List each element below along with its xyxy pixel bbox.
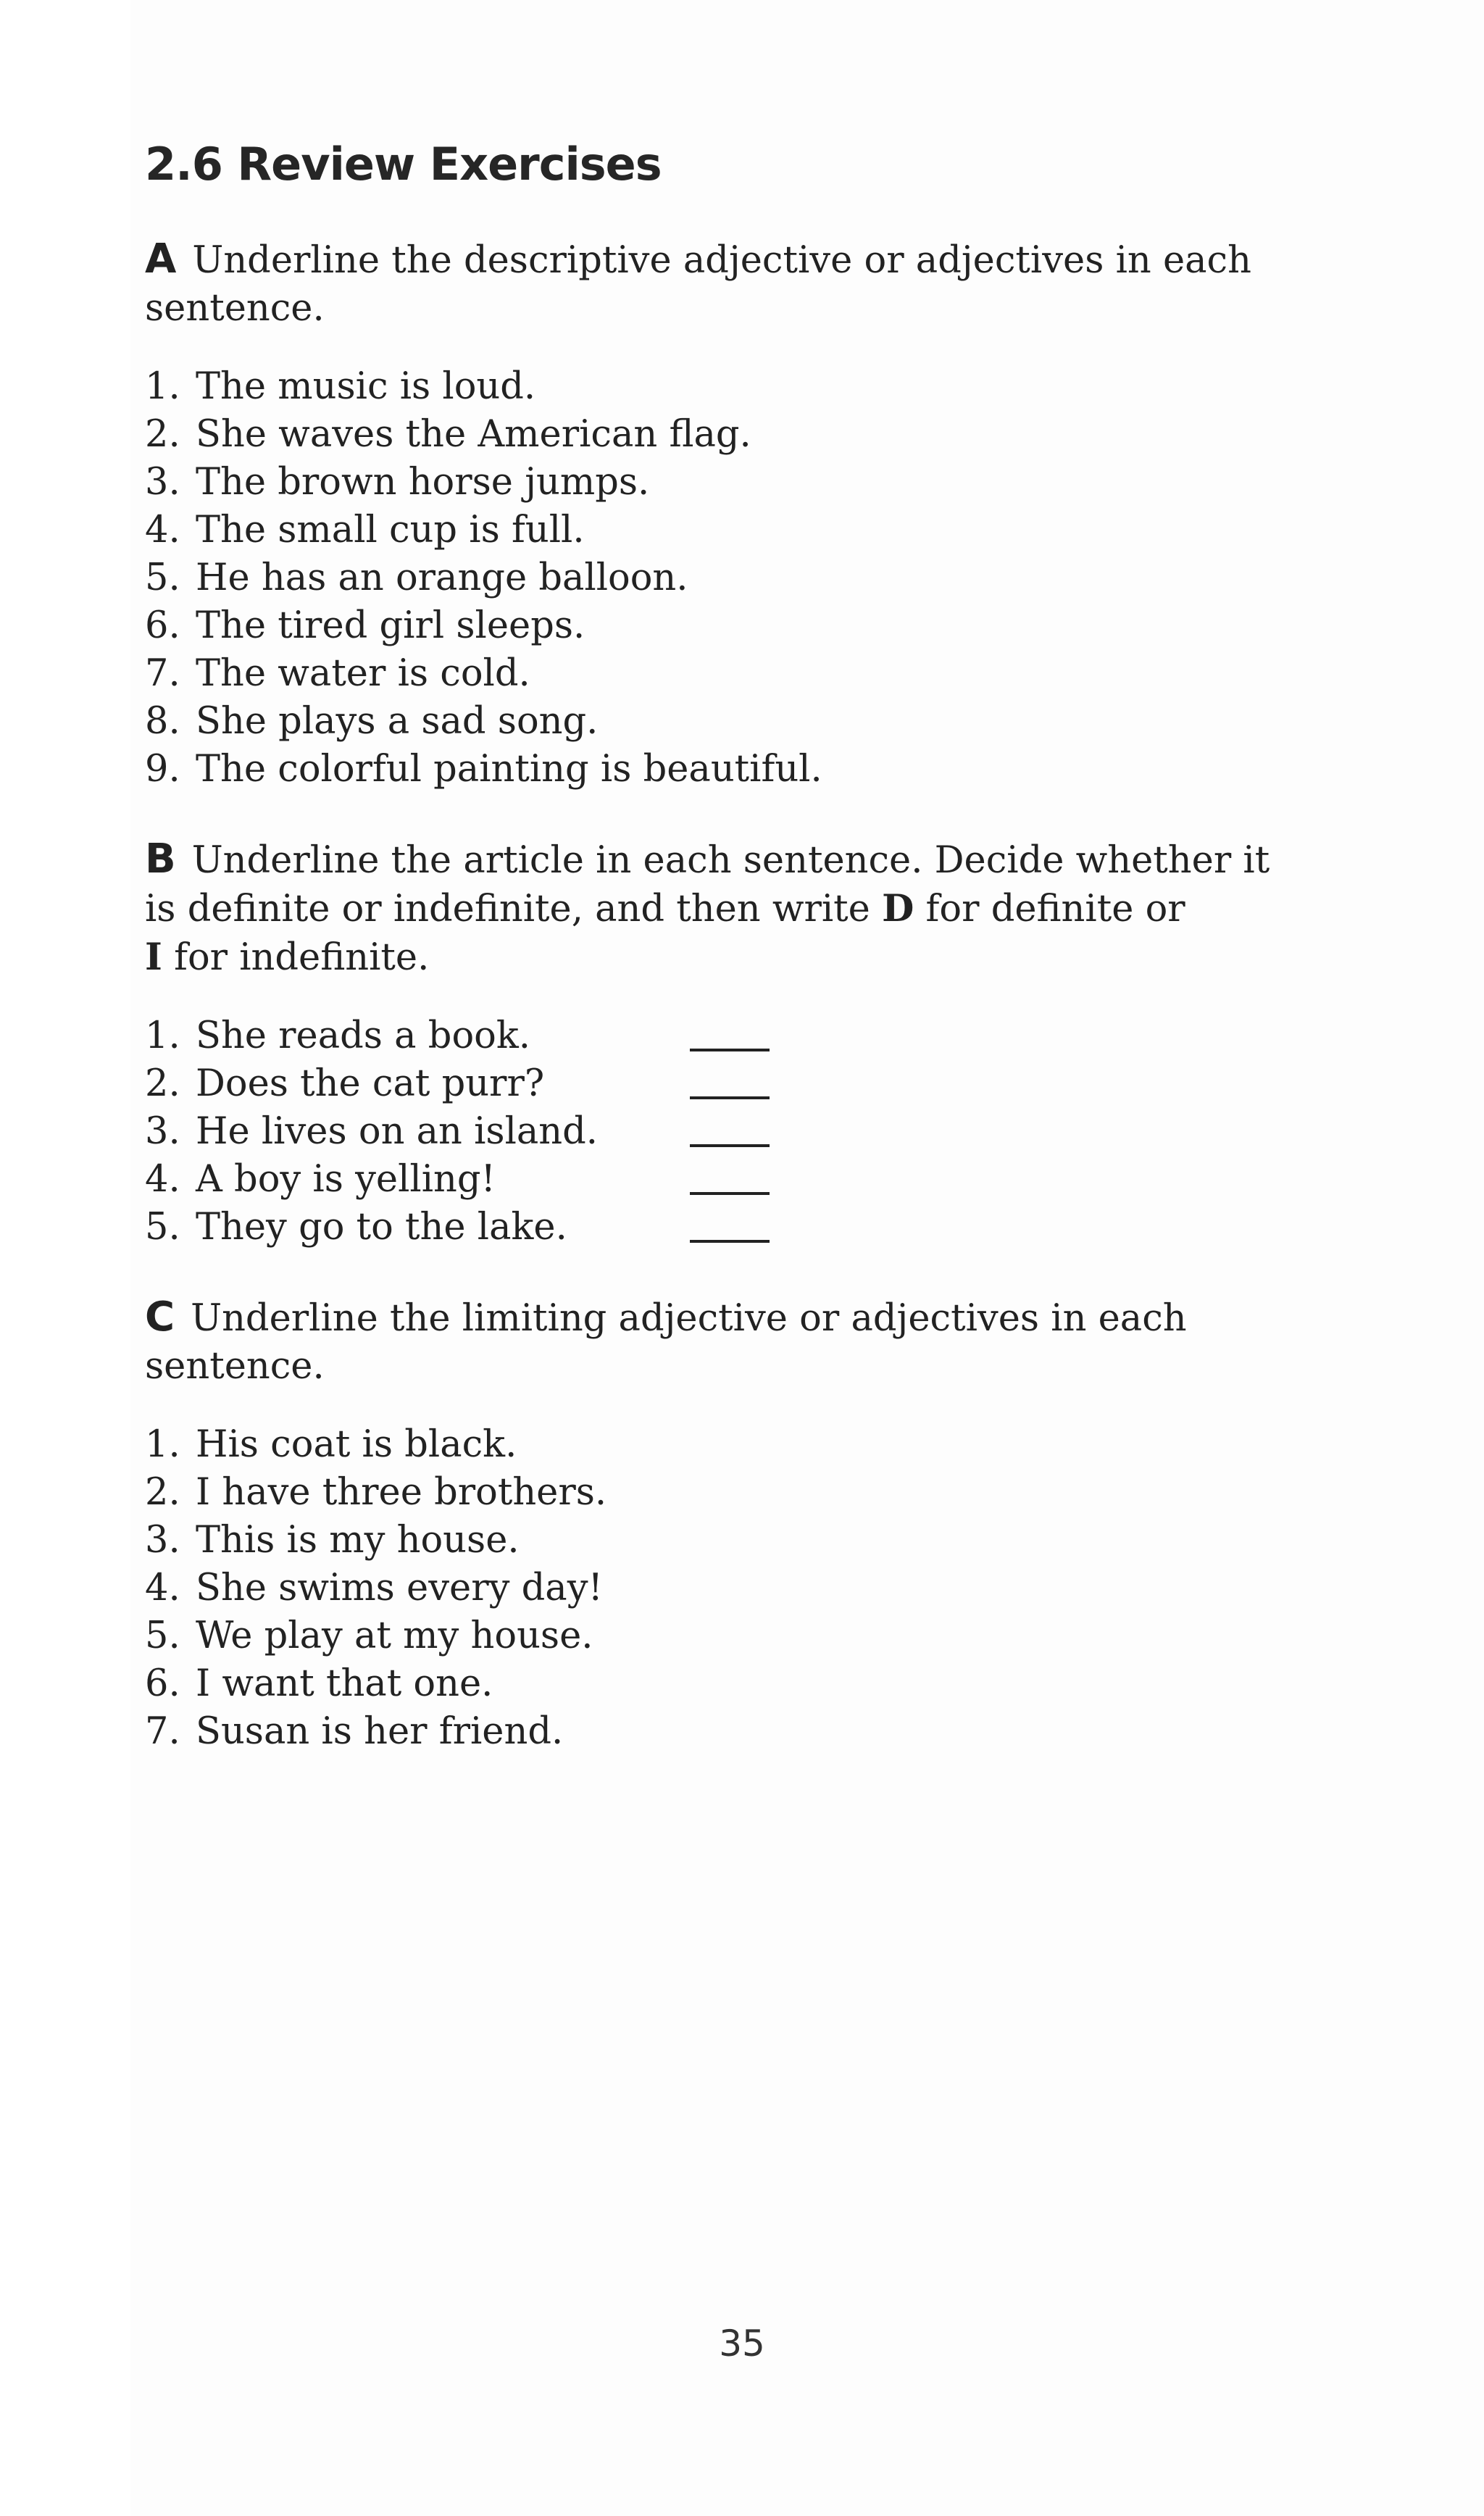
list-item (145, 1469, 1290, 1517)
page-number: 35 (719, 2323, 765, 2365)
list-item (145, 650, 1290, 698)
item-number: 3. (145, 1110, 180, 1153)
item-sentence: He lives on an island. (196, 1110, 598, 1153)
section-b-instruction (145, 836, 1290, 982)
item-sentence: Susan is her friend. (196, 1710, 564, 1753)
section-a-instruction (145, 236, 1290, 333)
item-number: 7. (145, 1710, 180, 1753)
list-item (145, 1156, 1290, 1204)
item-number: 3. (145, 1519, 180, 1562)
section-c-letter: C (145, 1294, 175, 1341)
item-number: 6. (145, 604, 180, 647)
section-b-instruction-text-3: for indefinite. (174, 936, 430, 979)
item-sentence: She waves the American flag. (196, 413, 751, 456)
item-number: 3. (145, 461, 180, 504)
list-item (145, 1421, 1290, 1469)
item-number: 7. (145, 652, 180, 695)
item-number: 6. (145, 1662, 180, 1705)
item-number: 9. (145, 748, 180, 791)
section-c-instruction (145, 1294, 1290, 1391)
section-c-list (145, 1421, 1290, 1756)
answer-blank[interactable] (690, 1108, 770, 1147)
item-sentence: The brown horse jumps. (196, 461, 650, 504)
item-sentence: A boy is yelling! (196, 1158, 496, 1201)
list-item (145, 507, 1290, 554)
list-item (145, 1060, 1290, 1108)
list-item (145, 1565, 1290, 1612)
item-number: 1. (145, 365, 180, 408)
item-number: 2. (145, 1062, 180, 1105)
section-b-instruction-text-1: Underline the article in each sentence. Decide whether it is definite or indefinite, and then write (145, 839, 1270, 930)
item-number: 1. (145, 1423, 180, 1466)
list-item (145, 746, 1290, 793)
item-number: 5. (145, 1615, 180, 1657)
section-a-list (145, 363, 1290, 793)
list-item (145, 1012, 1290, 1060)
item-number: 8. (145, 700, 180, 743)
item-number: 4. (145, 1567, 180, 1609)
definite-code: D (882, 887, 914, 930)
item-sentence: The music is loud. (196, 365, 536, 408)
worksheet-content (145, 138, 1290, 1798)
item-sentence: She swims every day! (196, 1567, 603, 1609)
item-sentence: He has an orange balloon. (196, 557, 688, 599)
item-sentence: I want that one. (196, 1662, 493, 1705)
list-item (145, 1108, 1290, 1156)
section-a-instruction-text: Underline the descriptive adjective or adjectives in each sentence. (145, 239, 1251, 330)
item-number: 2. (145, 1471, 180, 1514)
indefinite-code: I (145, 936, 162, 979)
item-number: 1. (145, 1015, 180, 1057)
section-c-instruction-text: Underline the limiting adjective or adjectives in each sentence. (145, 1297, 1187, 1388)
answer-blank[interactable] (690, 1060, 770, 1099)
item-sentence: They go to the lake. (196, 1206, 567, 1249)
list-item (145, 698, 1290, 746)
answer-blank[interactable] (690, 1012, 770, 1051)
list-item (145, 1708, 1290, 1756)
list-item (145, 1204, 1290, 1251)
item-sentence: She reads a book. (196, 1015, 530, 1057)
list-item (145, 1612, 1290, 1660)
list-item (145, 411, 1290, 459)
item-sentence: The colorful painting is beautiful. (196, 748, 822, 791)
list-item (145, 459, 1290, 507)
list-item (145, 1517, 1290, 1565)
item-sentence: She plays a sad song. (196, 700, 599, 743)
item-number: 2. (145, 413, 180, 456)
item-number: 5. (145, 1206, 180, 1249)
page-title: 2.6 Review Exercises (145, 138, 662, 191)
answer-blank[interactable] (690, 1204, 770, 1243)
item-sentence: The water is cold. (196, 652, 530, 695)
item-sentence: This is my house. (196, 1519, 520, 1562)
item-sentence: The tired girl sleeps. (196, 604, 585, 647)
item-sentence: His coat is black. (196, 1423, 517, 1466)
section-b-instruction-text-2: for definite or (925, 888, 1185, 930)
section-b-list (145, 1012, 1290, 1251)
answer-blank[interactable] (690, 1156, 770, 1195)
list-item (145, 602, 1290, 650)
list-item (145, 1660, 1290, 1708)
section-b-letter: B (145, 836, 176, 883)
item-sentence: I have three brothers. (196, 1471, 607, 1514)
item-number: 4. (145, 1158, 180, 1201)
item-sentence: The small cup is full. (196, 509, 585, 551)
list-item (145, 554, 1290, 602)
list-item (145, 363, 1290, 411)
item-sentence: Does the cat purr? (196, 1062, 545, 1105)
item-number: 5. (145, 557, 180, 599)
item-number: 4. (145, 509, 180, 551)
section-a-letter: A (145, 236, 177, 283)
item-sentence: We play at my house. (196, 1615, 593, 1657)
